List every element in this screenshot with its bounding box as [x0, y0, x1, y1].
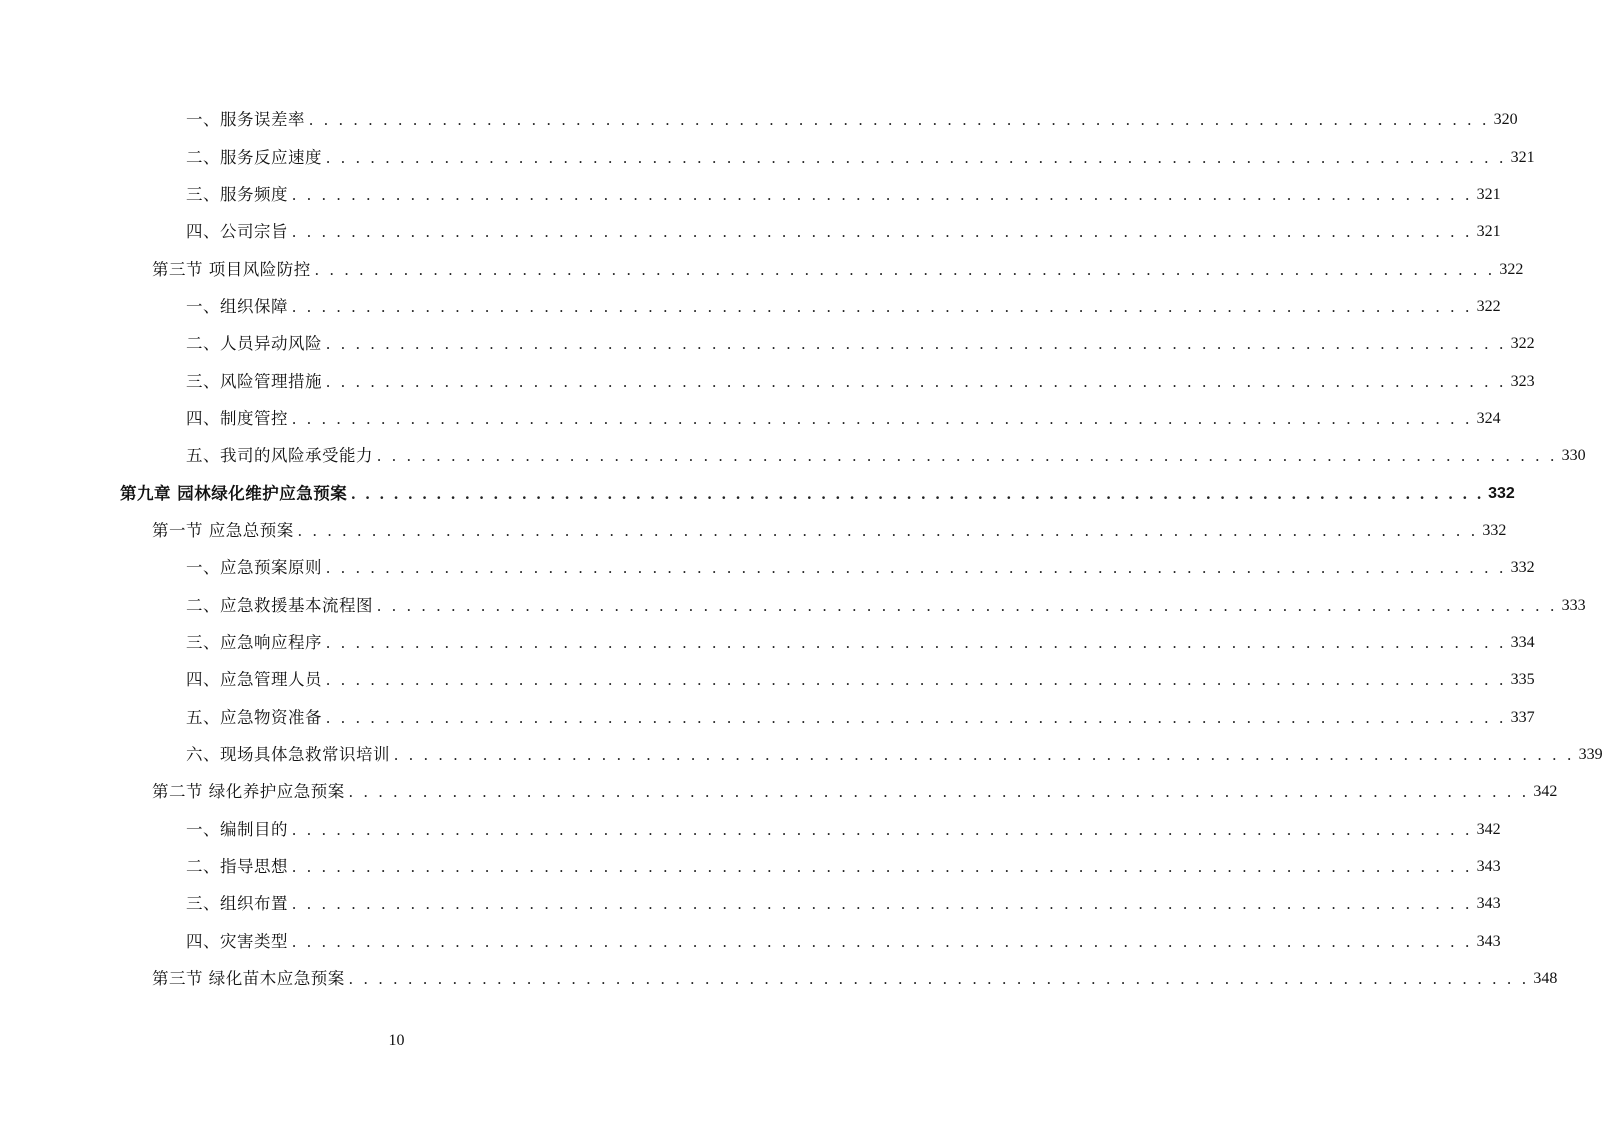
toc-dot-leader: . . . . . . . . . . . . . . . . . . . . . . . . . . . . . . . . . . . . . . . . . . . . . . . . . . . . . . . . . . . . . . . . . . . . . . . . . . . . . . . . — [326, 371, 1507, 391]
toc-entry-page: 333 — [1561, 596, 1586, 614]
toc-entry-page: 323 — [1510, 372, 1535, 390]
toc-dot-leader: . . . . . . . . . . . . . . . . . . . . . . . . . . . . . . . . . . . . . . . . . . . . . . . . . . . . . . . . . . . . . . . . . . . . . . . . . . . . . . . . — [297, 520, 1479, 540]
toc-entry-title: 二、应急救援基本流程图 — [186, 595, 373, 615]
toc-dot-leader: . . . . . . . . . . . . . . . . . . . . . . . . . . . . . . . . . . . . . . . . . . . . . . . . . . . . . . . . . . . . . . . . . . . . . . . . . . . . . . . . — [326, 558, 1507, 578]
toc-section-entry[interactable] — [0, 512, 1507, 549]
toc-entry-title: 一、应急预案原则 — [186, 558, 322, 578]
toc-entry-page: 332 — [1482, 521, 1507, 539]
toc-entry-title: 第三节 项目风险防控 — [152, 259, 311, 279]
toc-section-entry[interactable] — [0, 250, 1524, 287]
toc-entry-page: 324 — [1476, 409, 1501, 427]
toc-entry-title: 五、我司的风险承受能力 — [186, 446, 373, 466]
toc-entry-title: 一、组织保障 — [186, 296, 288, 316]
toc-entry-page: 339 — [1578, 746, 1603, 764]
toc-entry-title: 二、指导思想 — [186, 857, 288, 877]
toc-item-entry[interactable] — [0, 325, 1535, 362]
toc-entry-page: 343 — [1476, 895, 1501, 913]
toc-item-entry[interactable] — [0, 624, 1535, 661]
toc-entry-page: 321 — [1510, 148, 1535, 166]
toc-entry-title: 三、服务频度 — [186, 184, 288, 204]
toc-dot-leader: . . . . . . . . . . . . . . . . . . . . . . . . . . . . . . . . . . . . . . . . . . . . . . . . . . . . . . . . . . . . . . . . . . . . . . . . . . . . . . . . — [326, 707, 1507, 727]
toc-entry-title: 二、服务反应速度 — [186, 147, 322, 167]
toc-dot-leader: . . . . . . . . . . . . . . . . . . . . . . . . . . . . . . . . . . . . . . . . . . . . . . . . . . . . . . . . . . . . . . . . . . . . . . . . . . . . . . . . — [292, 222, 1473, 242]
toc-item-entry[interactable] — [0, 288, 1501, 325]
toc-dot-leader: . . . . . . . . . . . . . . . . . . . . . . . . . . . . . . . . . . . . . . . . . . . . . . . . . . . . . . . . . . . . . . . . . . . . . . . . . . . . . . . . — [292, 857, 1473, 877]
toc-entry-title: 三、风险管理措施 — [186, 371, 322, 391]
toc-item-entry[interactable] — [0, 138, 1535, 175]
toc-section-entry[interactable] — [0, 960, 1558, 997]
toc-dot-leader: . . . . . . . . . . . . . . . . . . . . . . . . . . . . . . . . . . . . . . . . . . . . . . . . . . . . . . . . . . . . . . . . . . . . . . . . . . . . . . . . — [348, 782, 1530, 802]
toc-item-entry[interactable] — [0, 736, 1603, 773]
toc-entry-page: 330 — [1561, 447, 1586, 465]
page-number: 10 — [388, 1032, 405, 1049]
toc-item-entry[interactable] — [0, 923, 1501, 960]
toc-entry-page: 332 — [1510, 559, 1535, 577]
toc-dot-leader: . . . . . . . . . . . . . . . . . . . . . . . . . . . . . . . . . . . . . . . . . . . . . . . . . . . . . . . . . . . . . . . . . . . . . . . . . . . . . . . . — [326, 334, 1507, 354]
toc-entry-title: 三、应急响应程序 — [186, 632, 322, 652]
toc-entry-title: 四、应急管理人员 — [186, 670, 322, 690]
toc-item-entry[interactable] — [0, 213, 1501, 250]
toc-entry-title: 四、公司宗旨 — [186, 222, 288, 242]
toc-dot-leader: . . . . . . . . . . . . . . . . . . . . . . . . . . . . . . . . . . . . . . . . . . . . . . . . . . . . . . . . . . . . . . . . . . . . . . . . . . . . . . . . — [326, 670, 1507, 690]
toc-entry-page: 321 — [1476, 223, 1501, 241]
toc-dot-leader: . . . . . . . . . . . . . . . . . . . . . . . . . . . . . . . . . . . . . . . . . . . . . . . . . . . . . . . . . . . . . . . . . . . . . . . . . . . . . . . . — [292, 819, 1473, 839]
toc-dot-leader: . . . . . . . . . . . . . . . . . . . . . . . . . . . . . . . . . . . . . . . . . . . . . . . . . . . . . . . . . . . . . . . . . . . . . . . . . . . . . . . . — [309, 110, 1490, 130]
toc-entry-title: 一、服务误差率 — [186, 110, 305, 130]
toc-item-entry[interactable] — [0, 699, 1535, 736]
toc-entry-page: 342 — [1533, 783, 1558, 801]
toc-item-entry[interactable] — [0, 362, 1535, 399]
toc-entry-title: 六、现场具体急救常识培训 — [186, 745, 390, 765]
toc-dot-leader: . . . . . . . . . . . . . . . . . . . . . . . . . . . . . . . . . . . . . . . . . . . . . . . . . . . . . . . . . . . . . . . . . . . . . . . . . . . . . . . . — [326, 632, 1507, 652]
toc-dot-leader: . . . . . . . . . . . . . . . . . . . . . . . . . . . . . . . . . . . . . . . . . . . . . . . . . . . . . . . . . . . . . . . . . . . . . . . . . . . . . . . . — [377, 595, 1558, 615]
table-of-contents — [0, 101, 1603, 997]
toc-entry-page: 343 — [1476, 858, 1501, 876]
toc-entry-title: 二、人员异动风险 — [186, 334, 322, 354]
toc-item-entry[interactable] — [0, 400, 1501, 437]
toc-section-entry[interactable] — [0, 773, 1558, 810]
toc-dot-leader: . . . . . . . . . . . . . . . . . . . . . . . . . . . . . . . . . . . . . . . . . . . . . . . . . . . . . . . . . . . . . . . . . . . . . . . . . . . . . . . . — [351, 483, 1485, 503]
toc-item-entry[interactable] — [0, 549, 1535, 586]
toc-item-entry[interactable] — [0, 661, 1535, 698]
toc-dot-leader: . . . . . . . . . . . . . . . . . . . . . . . . . . . . . . . . . . . . . . . . . . . . . . . . . . . . . . . . . . . . . . . . . . . . . . . . . . . . . . . . — [292, 894, 1473, 914]
toc-dot-leader: . . . . . . . . . . . . . . . . . . . . . . . . . . . . . . . . . . . . . . . . . . . . . . . . . . . . . . . . . . . . . . . . . . . . . . . . . . . . . . . . — [326, 147, 1507, 167]
toc-entry-page: 335 — [1510, 671, 1535, 689]
toc-entry-title: 四、制度管控 — [186, 408, 288, 428]
toc-item-entry[interactable] — [0, 848, 1501, 885]
toc-entry-page: 337 — [1510, 708, 1535, 726]
toc-dot-leader: . . . . . . . . . . . . . . . . . . . . . . . . . . . . . . . . . . . . . . . . . . . . . . . . . . . . . . . . . . . . . . . . . . . . . . . . . . . . . . . . — [292, 184, 1473, 204]
toc-entry-page: 322 — [1476, 297, 1501, 315]
toc-dot-leader: . . . . . . . . . . . . . . . . . . . . . . . . . . . . . . . . . . . . . . . . . . . . . . . . . . . . . . . . . . . . . . . . . . . . . . . . . . . . . . . . — [292, 931, 1473, 951]
toc-entry-title: 一、编制目的 — [186, 819, 288, 839]
toc-item-entry[interactable] — [0, 101, 1518, 138]
toc-entry-page: 322 — [1499, 260, 1524, 278]
toc-item-entry[interactable] — [0, 586, 1586, 623]
toc-item-entry[interactable] — [0, 885, 1501, 922]
toc-entry-title: 第三节 绿化苗木应急预案 — [152, 969, 345, 989]
toc-dot-leader: . . . . . . . . . . . . . . . . . . . . . . . . . . . . . . . . . . . . . . . . . . . . . . . . . . . . . . . . . . . . . . . . . . . . . . . . . . . . . . . . — [292, 408, 1473, 428]
toc-entry-title: 第一节 应急总预案 — [152, 520, 294, 540]
toc-entry-page: 343 — [1476, 932, 1501, 950]
toc-dot-leader: . . . . . . . . . . . . . . . . . . . . . . . . . . . . . . . . . . . . . . . . . . . . . . . . . . . . . . . . . . . . . . . . . . . . . . . . . . . . . . . . — [348, 969, 1530, 989]
toc-entry-page: 342 — [1476, 820, 1501, 838]
toc-chapter-entry[interactable] — [0, 474, 1515, 511]
toc-item-entry[interactable] — [0, 437, 1586, 474]
toc-entry-page: 348 — [1533, 970, 1558, 988]
toc-entry-page: 334 — [1510, 633, 1535, 651]
toc-entry-title: 四、灾害类型 — [186, 931, 288, 951]
toc-dot-leader: . . . . . . . . . . . . . . . . . . . . . . . . . . . . . . . . . . . . . . . . . . . . . . . . . . . . . . . . . . . . . . . . . . . . . . . . . . . . . . . . — [377, 446, 1558, 466]
toc-dot-leader: . . . . . . . . . . . . . . . . . . . . . . . . . . . . . . . . . . . . . . . . . . . . . . . . . . . . . . . . . . . . . . . . . . . . . . . . . . . . . . . . — [314, 259, 1496, 279]
toc-dot-leader: . . . . . . . . . . . . . . . . . . . . . . . . . . . . . . . . . . . . . . . . . . . . . . . . . . . . . . . . . . . . . . . . . . . . . . . . . . . . . . . . — [292, 296, 1473, 316]
toc-entry-title: 第九章 园林绿化维护应急预案 — [120, 483, 348, 503]
toc-item-entry[interactable] — [0, 176, 1501, 213]
toc-entry-title: 五、应急物资准备 — [186, 707, 322, 727]
toc-entry-title: 三、组织布置 — [186, 894, 288, 914]
toc-item-entry[interactable] — [0, 811, 1501, 848]
toc-entry-page: 322 — [1510, 335, 1535, 353]
toc-dot-leader: . . . . . . . . . . . . . . . . . . . . . . . . . . . . . . . . . . . . . . . . . . . . . . . . . . . . . . . . . . . . . . . . . . . . . . . . . . . . . . . . — [394, 745, 1575, 765]
toc-entry-page: 320 — [1493, 111, 1518, 129]
toc-entry-title: 第二节 绿化养护应急预案 — [152, 782, 345, 802]
toc-entry-page: 321 — [1476, 185, 1501, 203]
toc-entry-page: 332 — [1488, 484, 1515, 502]
